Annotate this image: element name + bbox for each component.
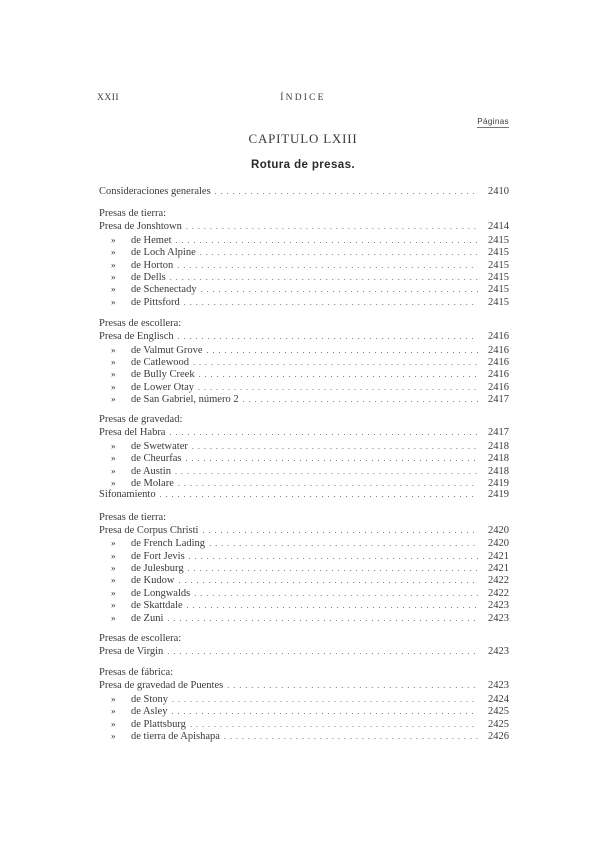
entry-page-number: 2415 bbox=[488, 259, 509, 271]
toc-entry bbox=[99, 259, 509, 271]
entry-title: de tierra de Apishapa bbox=[131, 730, 220, 742]
toc-section bbox=[99, 511, 509, 624]
dot-leader bbox=[177, 260, 478, 272]
entry-page-number: 2416 bbox=[488, 369, 509, 381]
entry-page-number: 2423 bbox=[488, 600, 509, 612]
section-heading: Presas de tierra: bbox=[99, 208, 167, 220]
toc-entry bbox=[99, 283, 509, 295]
section-heading: Presas de gravedad: bbox=[99, 414, 183, 426]
dot-leader bbox=[215, 186, 478, 198]
ditto-mark: » bbox=[111, 381, 116, 392]
entry-title: Presa de Englisch bbox=[99, 331, 174, 343]
ditto-mark: » bbox=[111, 344, 116, 355]
ditto-mark: » bbox=[111, 465, 116, 476]
ditto-mark: » bbox=[111, 271, 116, 282]
entry-title: de Schenectady bbox=[131, 284, 197, 296]
dot-leader bbox=[194, 588, 478, 600]
toc-entry bbox=[99, 368, 509, 380]
entry-title: de Plattsburg bbox=[131, 718, 186, 730]
toc-entry bbox=[99, 587, 509, 599]
toc-entry bbox=[99, 537, 509, 549]
dot-leader bbox=[169, 427, 478, 439]
entry-page-number: 2415 bbox=[488, 296, 509, 308]
toc-section bbox=[99, 317, 509, 405]
toc-entry bbox=[99, 525, 509, 537]
ditto-mark: » bbox=[111, 730, 116, 741]
entry-title: de Dells bbox=[131, 271, 166, 283]
ditto-mark: » bbox=[111, 612, 116, 623]
dot-leader bbox=[171, 706, 478, 718]
toc-entry bbox=[99, 562, 509, 574]
chapter-title: CAPITULO LXIII bbox=[248, 131, 358, 146]
toc-entry bbox=[99, 381, 509, 393]
entry-title: de San Gabriel, número 2 bbox=[131, 394, 239, 406]
ditto-mark: » bbox=[111, 394, 116, 405]
dot-leader bbox=[189, 551, 478, 563]
entry-title: de Cheurfas bbox=[131, 453, 182, 465]
dot-leader bbox=[185, 453, 478, 465]
entry-title: de Swetwater bbox=[131, 440, 188, 452]
entry-page-number: 2423 bbox=[488, 645, 509, 657]
ditto-mark: » bbox=[111, 356, 116, 367]
ditto-mark: » bbox=[111, 369, 116, 380]
entry-page-number: 2415 bbox=[488, 234, 509, 246]
ditto-mark: » bbox=[111, 247, 116, 258]
dot-leader bbox=[167, 613, 478, 625]
ditto-mark: » bbox=[111, 478, 116, 489]
toc-entry bbox=[99, 693, 509, 705]
page-number: XXII bbox=[97, 93, 120, 103]
entry-page-number: 2421 bbox=[488, 562, 509, 574]
entry-title: de Valmut Grove bbox=[131, 344, 203, 356]
entry-page-number: 2416 bbox=[488, 331, 509, 343]
entry-title: Sifonamiento bbox=[99, 489, 156, 501]
dot-leader bbox=[198, 382, 478, 394]
ditto-mark: » bbox=[111, 587, 116, 598]
ditto-mark: » bbox=[111, 706, 116, 717]
dot-leader bbox=[200, 247, 478, 259]
entry-page-number: 2422 bbox=[488, 575, 509, 587]
entry-page-number: 2418 bbox=[488, 440, 509, 452]
entry-title: de Horton bbox=[131, 259, 174, 271]
dot-leader bbox=[184, 297, 478, 309]
toc-entry bbox=[99, 234, 509, 246]
entry-page-number: 2417 bbox=[488, 394, 509, 406]
entry-title: de Pittsford bbox=[131, 296, 180, 308]
dot-leader bbox=[209, 538, 478, 550]
entry-page-number: 2417 bbox=[488, 427, 509, 439]
toc-section bbox=[99, 207, 509, 308]
toc-entry bbox=[99, 452, 509, 464]
dot-leader bbox=[224, 731, 478, 743]
entry-title: de Lower Otay bbox=[131, 381, 194, 393]
toc-entry bbox=[99, 356, 509, 368]
entry-title: de Loch Alpine bbox=[131, 247, 196, 259]
section-heading: Presas de fábrica: bbox=[99, 667, 174, 679]
entry-page-number: 2416 bbox=[488, 344, 509, 356]
dot-leader bbox=[202, 525, 478, 537]
entry-page-number: 2410 bbox=[488, 186, 509, 197]
entry-title: Consideraciones generales bbox=[99, 186, 211, 197]
entry-page-number: 2416 bbox=[488, 381, 509, 393]
entry-page-number: 2416 bbox=[488, 356, 509, 368]
entry-title: Presa de Virgin bbox=[99, 645, 164, 657]
dot-leader bbox=[167, 646, 478, 658]
ditto-mark: » bbox=[111, 440, 116, 451]
entry-title: de Stony bbox=[131, 693, 169, 705]
ditto-mark: » bbox=[111, 562, 116, 573]
toc-entry bbox=[99, 271, 509, 283]
dot-leader bbox=[207, 345, 478, 357]
dot-leader bbox=[243, 394, 478, 406]
section-heading: Presas de tierra: bbox=[99, 511, 167, 523]
entry-page-number: 2418 bbox=[488, 453, 509, 465]
section-heading: Presas de escollera: bbox=[99, 318, 182, 330]
toc-entry bbox=[99, 680, 509, 692]
entry-page-number: 2423 bbox=[488, 612, 509, 624]
entry-page-number: 2421 bbox=[488, 550, 509, 562]
ditto-mark: » bbox=[111, 234, 116, 245]
ditto-mark: » bbox=[111, 718, 116, 729]
ditto-mark: » bbox=[111, 600, 116, 611]
entry-title: de French Lading bbox=[131, 538, 206, 550]
toc-entry bbox=[99, 465, 509, 477]
entry-page-number: 2418 bbox=[488, 465, 509, 477]
entry-page-number: 2415 bbox=[488, 271, 509, 283]
toc-entry bbox=[99, 718, 509, 730]
ditto-mark: » bbox=[111, 284, 116, 295]
entry-title: de Austin bbox=[131, 465, 171, 477]
toc-entry bbox=[99, 489, 509, 501]
table-of-contents bbox=[99, 178, 509, 742]
entry-page-number: 2423 bbox=[488, 680, 509, 692]
entry-title: de Molare bbox=[131, 478, 174, 490]
dot-leader bbox=[199, 369, 478, 381]
entry-page-number: 2415 bbox=[488, 284, 509, 296]
ditto-mark: » bbox=[111, 453, 116, 464]
section-heading: Presas de escollera: bbox=[99, 632, 182, 644]
dot-leader bbox=[192, 441, 478, 453]
entry-page-number: 2414 bbox=[488, 221, 509, 233]
dot-leader bbox=[227, 680, 478, 692]
toc-entry bbox=[99, 599, 509, 611]
entry-title: de Fort Jevis bbox=[131, 550, 185, 562]
toc-entry bbox=[99, 612, 509, 624]
entry-title: de Zuni bbox=[131, 612, 164, 624]
entry-page-number: 2419 bbox=[488, 489, 509, 501]
dot-leader bbox=[193, 357, 478, 369]
entry-title: de Skattdale bbox=[131, 600, 183, 612]
entry-title: Presa de Corpus Christi bbox=[99, 524, 199, 536]
dot-leader bbox=[187, 600, 478, 612]
toc-entry bbox=[99, 246, 509, 258]
entry-title: de Kudow bbox=[131, 575, 175, 587]
entry-page-number: 2420 bbox=[488, 524, 509, 536]
dot-leader bbox=[160, 489, 478, 501]
dot-leader bbox=[188, 563, 478, 575]
ditto-mark: » bbox=[111, 575, 116, 586]
dot-leader bbox=[175, 466, 478, 478]
dot-leader bbox=[176, 235, 478, 247]
dot-leader bbox=[201, 284, 478, 296]
dot-leader bbox=[178, 331, 478, 343]
entry-title: Presa del Habra bbox=[99, 427, 166, 439]
entry-page-number: 2425 bbox=[488, 706, 509, 718]
running-title: ÍNDICE bbox=[280, 93, 326, 103]
ditto-mark: » bbox=[111, 693, 116, 704]
chapter-subtitle: Rotura de presas. bbox=[251, 159, 355, 171]
entry-title: de Catlewood bbox=[131, 356, 190, 368]
dot-leader bbox=[186, 221, 478, 233]
entry-page-number: 2426 bbox=[488, 730, 509, 742]
toc-section bbox=[99, 413, 509, 501]
toc-entry bbox=[99, 705, 509, 717]
toc-entry bbox=[99, 331, 509, 343]
pages-column-label: Páginas bbox=[477, 117, 509, 126]
entry-page-number: 2424 bbox=[488, 693, 509, 705]
entry-page-number: 2422 bbox=[488, 587, 509, 599]
toc-entry bbox=[99, 440, 509, 452]
toc-entry bbox=[99, 550, 509, 562]
dot-leader bbox=[170, 272, 478, 284]
dot-leader bbox=[172, 694, 478, 706]
entry-title: de Hemet bbox=[131, 234, 172, 246]
toc-section bbox=[99, 666, 509, 742]
toc-entry bbox=[99, 186, 509, 198]
toc-section bbox=[99, 632, 509, 658]
toc-entry bbox=[99, 427, 509, 439]
entry-title: Presa de Jonshtown bbox=[99, 221, 182, 233]
toc-entry bbox=[99, 221, 509, 233]
ditto-mark: » bbox=[111, 550, 116, 561]
entry-title: de Julesburg bbox=[131, 562, 184, 574]
toc-section bbox=[99, 186, 509, 198]
entry-title: de Bully Creek bbox=[131, 369, 195, 381]
entry-title: Presa de gravedad de Puentes bbox=[99, 680, 224, 692]
ditto-mark: » bbox=[111, 538, 116, 549]
toc-entry bbox=[99, 344, 509, 356]
toc-entry bbox=[99, 646, 509, 658]
entry-title: de Asley bbox=[131, 706, 168, 718]
entry-page-number: 2420 bbox=[488, 538, 509, 550]
entry-page-number: 2419 bbox=[488, 478, 509, 490]
dot-leader bbox=[178, 575, 478, 587]
ditto-mark: » bbox=[111, 259, 116, 270]
toc-entry bbox=[99, 730, 509, 742]
toc-entry bbox=[99, 477, 509, 489]
ditto-mark: » bbox=[111, 296, 116, 307]
running-header bbox=[97, 93, 509, 107]
toc-entry bbox=[99, 574, 509, 586]
dot-leader bbox=[190, 719, 478, 731]
entry-page-number: 2425 bbox=[488, 718, 509, 730]
entry-page-number: 2415 bbox=[488, 247, 509, 259]
toc-entry bbox=[99, 296, 509, 308]
toc-entry bbox=[99, 393, 509, 405]
entry-title: de Longwalds bbox=[131, 587, 191, 599]
